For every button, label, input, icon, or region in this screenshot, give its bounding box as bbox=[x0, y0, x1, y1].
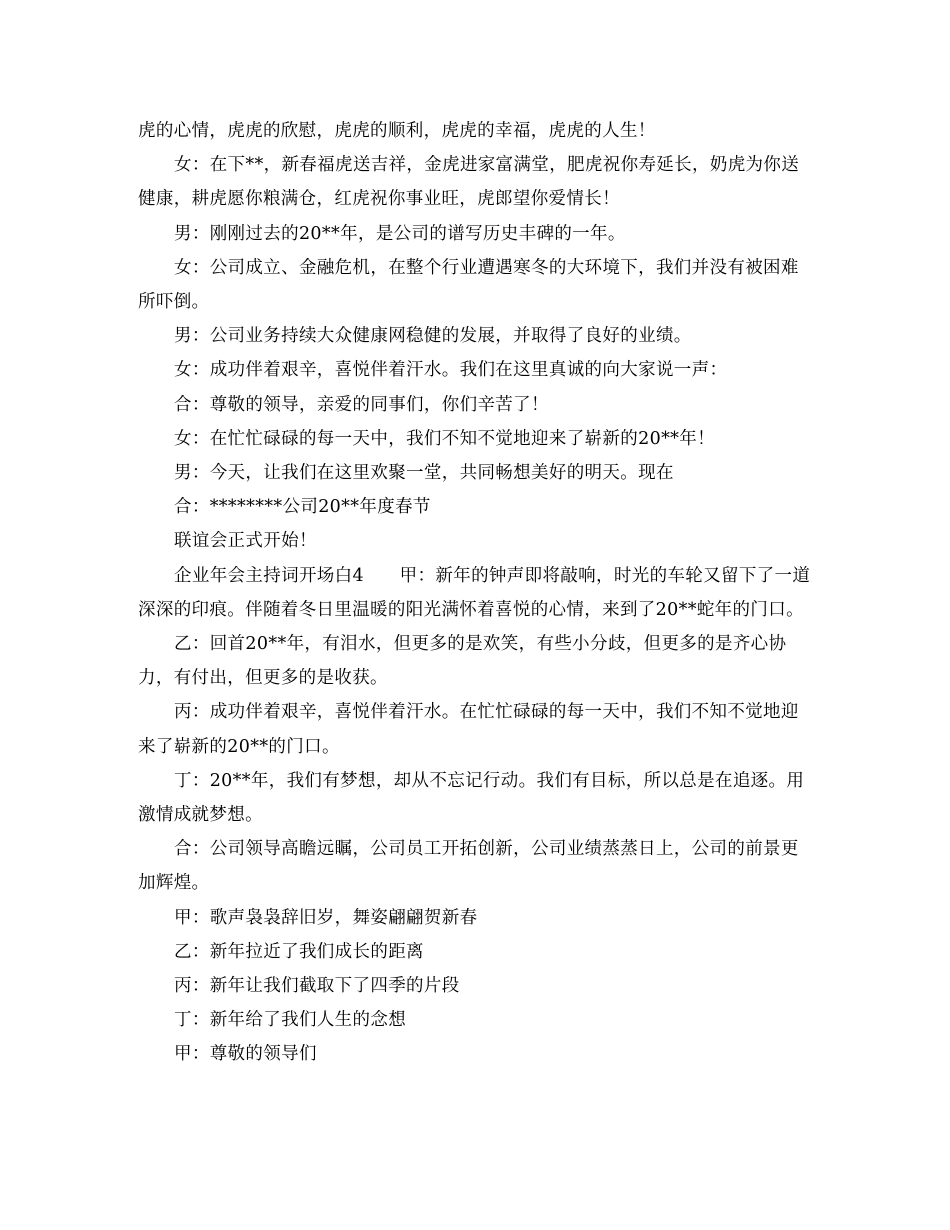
document-body bbox=[138, 114, 816, 1072]
paragraph: 女：在下**，新春福虎送吉祥，金虎进家富满堂，肥虎祝你寿延长，奶虎为你送健康，耕虎愿你粮满仓，红虎祝你事业旺，虎郎望你爱情长！ bbox=[138, 155, 800, 210]
paragraph: 女：成功伴着艰辛，喜悦伴着汗水。我们在这里真诚的向大家说一声： bbox=[174, 360, 728, 381]
paragraph: 男：公司业务持续大众健康网稳健的发展，并取得了良好的业绩。 bbox=[174, 326, 692, 347]
paragraph: 合：********公司20**年度春节 bbox=[174, 497, 431, 518]
paragraph: 丙：成功伴着艰辛，喜悦伴着汗水。在忙忙碌碌的每一天中，我们不知不觉地迎来了崭新的20**的门口。 bbox=[138, 702, 799, 757]
paragraph: 男：刚刚过去的20**年，是公司的谱写历史丰碑的一年。 bbox=[174, 223, 626, 244]
paragraph: 女：公司成立、金融危机，在整个行业遭遇寒冬的大环境下，我们并没有被困难所吓倒。 bbox=[138, 257, 799, 313]
paragraph: 甲：尊敬的领导们 bbox=[174, 1044, 317, 1065]
paragraph: 虎的心情，虎虎的欣慰，虎虎的顺利，虎虎的幸福，虎虎的人生！ bbox=[138, 121, 656, 141]
paragraph: 女：在忙忙碌碌的每一天中，我们不知不觉地迎来了崭新的20**年！ bbox=[174, 428, 715, 449]
paragraph: 丁：20**年，我们有梦想，却从不忘记行动。我们有目标，所以总是在追逐。用激情成就梦想。 bbox=[138, 770, 805, 826]
paragraph: 企业年会主持词开场白4 甲：新年的钟声即将敲响，时光的车轮又留下了一道深深的印痕。伴随着冬日里温暖的阳光满怀着喜悦的心情，来到了20**蛇年的门口。 bbox=[138, 565, 811, 620]
paragraph: 合：公司领导高瞻远瞩，公司员工开拓创新，公司业绩蒸蒸日上，公司的前景更加辉煌。 bbox=[138, 839, 799, 894]
paragraph: 乙：回首20**年，有泪水，但更多的是欢笑，有些小分歧，但更多的是齐心协力，有付出，但更多的是收获。 bbox=[138, 634, 787, 689]
paragraph: 男：今天，让我们在这里欢聚一堂，共同畅想美好的明天。现在 bbox=[174, 463, 674, 484]
paragraph: 合：尊敬的领导，亲爱的同事们，你们辛苦了！ bbox=[174, 394, 549, 415]
paragraph: 甲：歌声袅袅辞旧岁，舞姿翩翩贺新春 bbox=[174, 907, 478, 928]
paragraph: 联谊会正式开始！ bbox=[174, 531, 317, 552]
paragraph: 丙：新年让我们截取下了四季的片段 bbox=[174, 976, 460, 997]
paragraph: 丁：新年给了我们人生的念想 bbox=[174, 1010, 407, 1031]
paragraph: 乙：新年拉近了我们成长的距离 bbox=[174, 941, 424, 962]
